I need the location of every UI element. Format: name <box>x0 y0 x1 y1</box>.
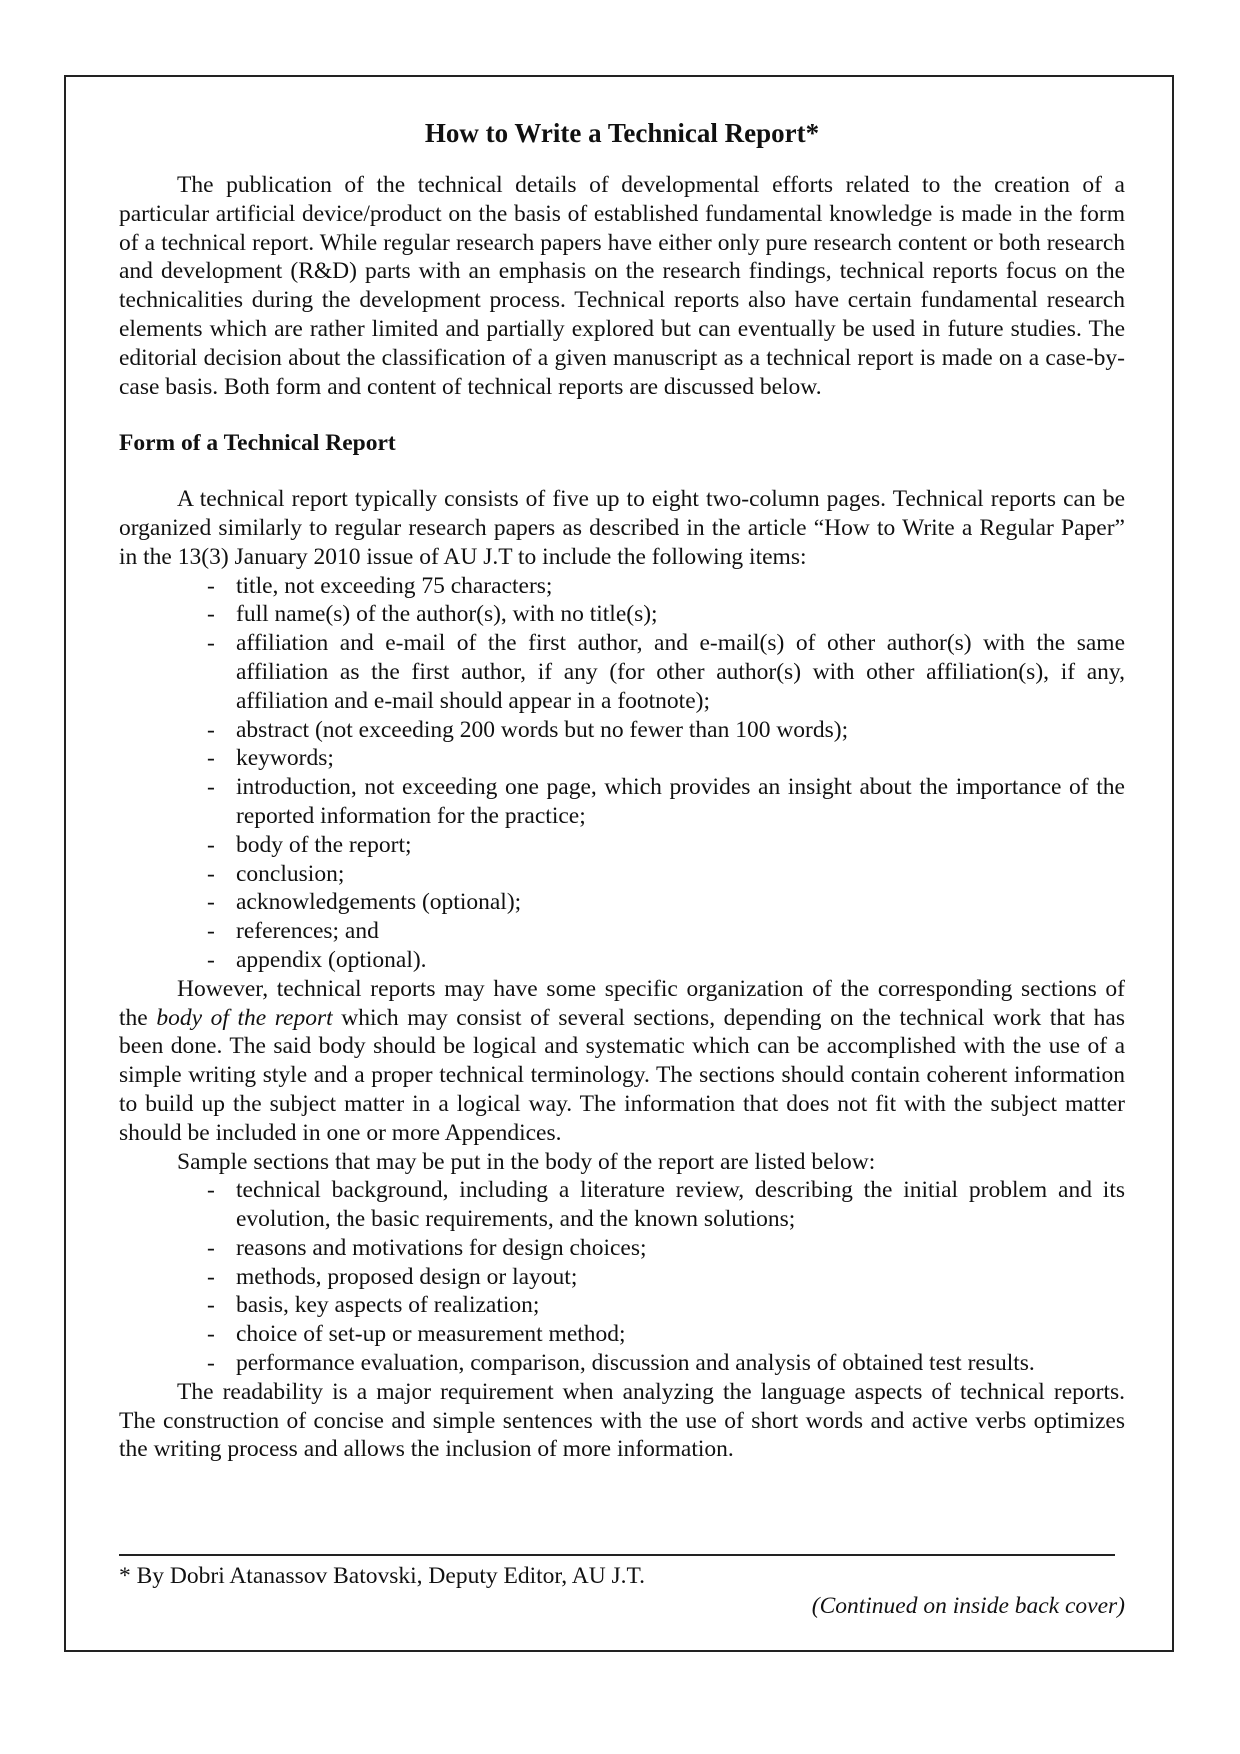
body-paragraph-end: which may consist of several sections, depending on the technical work that has been done. The said body should be logical and systematic which can be accomplished with the use of a simple writing style and a proper technical terminology. The sections should contain coherent information to build up the subject matter in a logical way. The information that does not fit with the subject matter should be included in one or more Appendices. <box>119 1004 1125 1146</box>
sample-intro: Sample sections that may be put in the body of the report are listed below: <box>177 1148 876 1175</box>
body-paragraph-emphasis: body of the report <box>156 1004 333 1031</box>
continued-note: (Continued on inside back cover) <box>811 1593 1125 1619</box>
list-item: - appendix (optional). <box>207 946 1125 975</box>
form-paragraph: A technical report typically consists of five up to eight two-column pages. Technical reports can be organized similarly to regular research papers as described in the article “How to Write a Regular Paper” in the 13(3) January 2010 issue of AU J.T to include the following items: <box>119 486 1125 570</box>
list-item: - keywords; <box>207 744 1125 773</box>
list-item: - reasons and motivations for design choices; <box>207 1234 1125 1263</box>
list-item: - choice of set-up or measurement method; <box>207 1320 1125 1349</box>
list-item: - body of the report; <box>207 831 1125 860</box>
article <box>119 117 1125 1464</box>
sample-sections-list <box>119 1176 1125 1378</box>
list-item: - title, not exceeding 75 characters; <box>207 572 1125 601</box>
body-paragraph-start: However, technical reports may have some specific organization of the corresponding sections of the <box>119 975 1125 1031</box>
list-item: - basis, key aspects of realization; <box>207 1291 1125 1320</box>
list-item: - affiliation and e-mail of the first author, and e-mail(s) of other author(s) with the same affiliation as the first author, if any (for other author(s) with other affiliation(s), if any, affiliation and e-mail should appear in a footnote); <box>207 629 1125 715</box>
intro-paragraph: The publication of the technical details of developmental efforts related to the creation of a particular artificial device/product on the basis of established fundamental knowledge is made in the form of a technical report. While regular research papers have either only pure research content or both research and development (R&D) parts with an emphasis on the research findings, technical reports focus on the technicalities during the development process. Technical reports also have certain fundamental research elements which are rather limited and partially explored but can eventually be used in future studies. The editorial decision about the classification of a given manuscript as a technical report is made on a case-by-case basis. Both form and content of technical reports are discussed below. <box>119 172 1125 400</box>
list-item: - conclusion; <box>207 860 1125 889</box>
list-item: - performance evaluation, comparison, discussion and analysis of obtained test results. <box>207 1349 1125 1378</box>
list-item: - references; and <box>207 917 1125 946</box>
list-item: - full name(s) of the author(s), with no title(s); <box>207 600 1125 629</box>
readability-paragraph: The readability is a major requirement when analyzing the language aspects of technical reports. The construction of concise and simple sentences with the use of short words and active verbs optimizes the writing process and allows the inclusion of more information. <box>119 1378 1125 1463</box>
footnote: * By Dobri Atanassov Batovski, Deputy Editor, AU J.T. <box>119 1563 646 1589</box>
list-item: - technical background, including a literature review, describing the initial problem and its evolution, the basic requirements, and the known solutions; <box>207 1176 1125 1234</box>
required-items-list <box>119 572 1125 975</box>
list-item: - introduction, not exceeding one page, which provides an insight about the importance of the reported information for the practice; <box>207 773 1125 831</box>
page-title: How to Write a Technical Report* <box>424 118 820 148</box>
body-paragraph <box>119 975 1125 1148</box>
list-item: - acknowledgements (optional); <box>207 888 1125 917</box>
section-heading: Form of a Technical Report <box>119 430 396 457</box>
list-item: - abstract (not exceeding 200 words but no fewer than 100 words); <box>207 716 1125 745</box>
footnote-divider <box>119 1554 1115 1556</box>
list-item: - methods, proposed design or layout; <box>207 1263 1125 1292</box>
